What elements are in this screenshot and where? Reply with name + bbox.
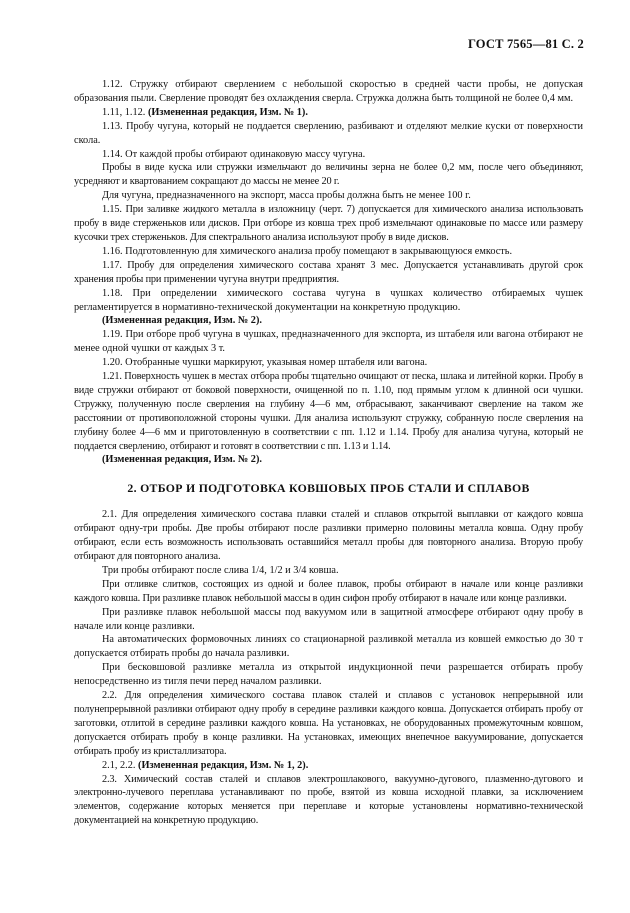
- page-header: ГОСТ 7565—81 С. 2: [467, 37, 584, 51]
- paragraph-auto-lines: На автоматических формовочных линиях со стационарной разливкой металла из ковшей емкостью до 30 т допускается отбирать пробы до начала разливки.: [74, 634, 583, 660]
- paragraph-export-mass: Для чугуна, предназначенного на экспорт, масса пробы должна быть не менее 100 г.: [102, 190, 471, 202]
- paragraph-vacuum: При разливке плавок небольшой массы под вакуумом или в защитной атмосфере отбирают одну пробу в начале или конце разливки.: [74, 606, 583, 632]
- paragraph-1-17: 1.17. Пробу для определения химического состава хранят 3 мес. Допускается устанавливать другой срок хранения пробы при применении чугуна внутри предприятия.: [74, 259, 583, 285]
- paragraph-1-13: 1.13. Пробу чугуна, который не поддается сверлению, разбивают и отделяют мелкие куски от поверхности скола.: [74, 120, 583, 146]
- section-2-title: 2. ОТБОР И ПОДГОТОВКА КОВШОВЫХ ПРОБ СТАЛИ И СПЛАВОВ: [127, 481, 530, 496]
- paragraph-1-14: 1.14. От каждой пробы отбирают одинаковую массу чугуна.: [102, 148, 366, 160]
- paragraph-1-19: 1.19. При отборе проб чугуна в чушках, предназначенного для экспорта, из штабеля или вагона отбирают не менее одной чушки от каждых 3 т.: [74, 329, 583, 355]
- paragraph-three-samples: Три пробы отбирают после слива 1/4, 1/2 и 3/4 ковша.: [102, 564, 339, 576]
- paragraph-ladleless: При бесковшовой разливке металла из открытой индукционной печи разрешается отбирать пробу непосредственно из тигля печи перед началом разливки.: [74, 662, 583, 688]
- amendment-ref: 1.11, 1.12.: [102, 106, 148, 118]
- amendment-ref: 2.1, 2.2.: [102, 759, 139, 771]
- amendment-text: (Измененная редакция, Изм. № 1).: [147, 106, 308, 118]
- paragraph-1-20: 1.20. Отобранные чушки маркируют, указывая номер штабеля или вагона.: [102, 357, 428, 369]
- paragraph-1-21: 1.21. Поверхность чушек в местах отбора пробы тщательно очищают от песка, шлака и литейной корки. Пробу в виде стружки отбирают от боковой поверхности, очищенной по п. 1.10, под прямым углом к длинной оси чушки. Стружку, полученную после сверления на глубину 4—6 мм, отбрасывают, заканчивают сверление на таком же расстоянии от противоположной стороны чушки. Для анализа используют стружку, собранную после сверления на глубину более 4—6 мм и приготовленную в соответствии с пп. 1.12 и 1.14. Пробу для анализа чугуна, который не поддается сверлению, отбирают и готовят в соответствии с пп. 1.13 и 1.14.: [74, 371, 583, 452]
- paragraph-ingots: При отливке слитков, состоящих из одной и более плавок, пробы отбирают в начале или конце разливки каждого ковша. При разливке плавок небольшой массы в один сифон пробу отбирают в начале или конце разливки.: [74, 578, 583, 604]
- paragraph-1-18: 1.18. При определении химического состава чугуна в чушках количество отбираемых чушек регламентируется в нормативно-технической документации на конкретную продукцию.: [74, 287, 583, 313]
- amendment-note: [74, 106, 583, 120]
- amendment-note: (Измененная редакция, Изм. № 2).: [102, 315, 262, 327]
- document-body: [74, 78, 583, 828]
- amendment-text: (Измененная редакция, Изм. № 1, 2).: [138, 759, 309, 771]
- amendment-note: (Измененная редакция, Изм. № 2).: [102, 454, 262, 466]
- paragraph-2-3: 2.3. Химический состав сталей и сплавов электрошлакового, вакуумно-дугового, плазменно-дугового и электронно-лучевого переплава устанавливают по пробе, взятой из ковша исходной плавки, за исключением элементов, содержание которых меняется при переплаве и которые установлены нормативно-технической документацией на конкретную продукцию.: [74, 773, 583, 827]
- paragraph-1-15: 1.15. При заливке жидкого металла в изложницу (черт. 7) допускается для химического анализа использовать пробу в виде стерженьков или дисков. При отборе из ковша трех проб измельчают одинаковые по массе или размеру кусочки трех стерженьков. Для спектрального анализа используют пробу в виде дисков.: [74, 204, 583, 243]
- paragraph-grain: Пробы в виде куска или стружки измельчают до величины зерна не более 0,2 мм, после чего объединяют, усредняют и квартованием сокращают до массы не менее 20 г.: [74, 162, 583, 188]
- amendment-note: [74, 759, 583, 773]
- paragraph-1-12: 1.12. Стружку отбирают сверлением с небольшой скоростью в средней части пробы, не допуская образования пыли. Сверление проводят без охлаждения сверла. Стружка должна быть толщиной не более 0,4 мм.: [74, 79, 583, 104]
- paragraph-1-16: 1.16. Подготовленную для химического анализа пробу помещают в закрывающуюся емкость.: [102, 245, 513, 257]
- paragraph-2-1: 2.1. Для определения химического состава плавки сталей и сплавов открытой выплавки от каждого ковша отбирают одну-три пробы. Две пробы отбирают после разливки примерно половины металла ковша. Одну пробу отбирают, если есть возможность использовать оставшийся металл пробы для повторного анализа. Вторую пробу отбирают для повторного анализа.: [74, 509, 583, 562]
- paragraph-2-2: 2.2. Для определения химического состава плавок сталей и сплавов с установок непрерывной или полунепрерывной разливки отбирают одну пробу в середине разливки каждого ковша. Допускается отбирать пробу от заготовки, отлитой в середине разливки каждого ковша. На установках, не оборудованных промежуточным ковшом, допускается отбирать пробу в конце разливки. На установках, имеющих внепечное вакуумирование, допускается отбирать пробу из кристаллизатора.: [74, 690, 583, 757]
